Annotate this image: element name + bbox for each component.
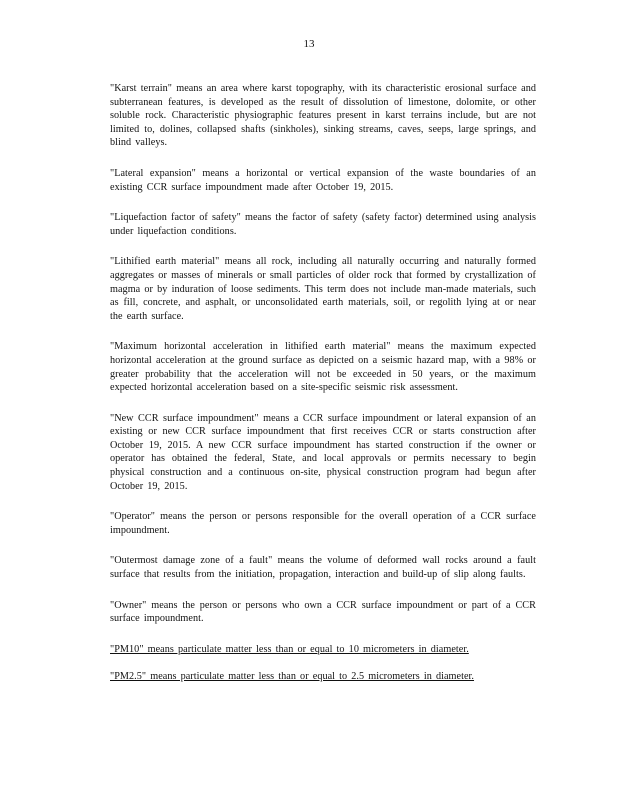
- definition-maximum-horizontal-acceleration: "Maximum horizontal acceleration in lithified earth material" means the maximum expected horizontal acceleration at the ground surface as depicted on a seismic hazard map, with a 98% or greater probability that the acceleration will not be exceeded in 50 years, or the maximum expected horizontal acceleration based on a site-specific seismic risk assessment.: [110, 341, 536, 394]
- definition-lithified-earth-material: "Lithified earth material" means all rock, including all naturally occurring and naturally formed aggregates or masses of minerals or small particles of older rock that formed by crystallization of magma or by induration of loose sediments. This term does not include man-made materials, such as fill, concrete, and asphalt, or unconsolidated earth materials, soil, or regolith lying at or near the earth surface.: [110, 256, 536, 322]
- definition-owner: "Owner" means the person or persons who own a CCR surface impoundment or part of a CCR surface impoundment.: [110, 599, 536, 625]
- definition-operator: "Operator" means the person or persons responsible for the overall operation of a CCR surface impoundment.: [110, 511, 536, 536]
- definition-liquefaction-factor-of-safety: "Liquefaction factor of safety" means the factor of safety (safety factor) determined using analysis under liquefaction conditions.: [110, 212, 536, 237]
- page-number: 13: [303, 38, 315, 50]
- definition-pm2-5: "PM2.5" means particulate matter less than or equal to 2.5 micrometers in diameter.: [110, 671, 475, 683]
- definition-pm10: "PM10" means particulate matter less than or equal to 10 micrometers in diameter.: [110, 643, 469, 655]
- definition-karst-terrain: "Karst terrain" means an area where karst topography, with its characteristic erosional surface and subterranean features, is developed as the result of dissolution of limestone, dolomite, or other soluble rock. Characteristic physiographic features present in karst terrains include, but are not limited to, dolines, collapsed shafts (sinkholes), sinking streams, caves, seeps, large springs, and blind valleys.: [110, 83, 536, 149]
- definition-new-ccr-surface-impoundment: "New CCR surface impoundment" means a CCR surface impoundment or lateral expansion of an existing or new CCR surface impoundment that first receives CCR or starts construction after October 19, 2015. A new CCR surface impoundment has started construction if the owner or operator has obtained the federal, State, and local approvals or permits necessary to begin physical construction and a continuous on-site, physical construction program had begun after October 19, 2015.: [110, 412, 536, 492]
- definitions-body: [110, 82, 536, 698]
- definition-outermost-damage-zone: "Outermost damage zone of a fault" means the volume of deformed wall rocks around a fault surface that results from the initiation, propagation, interaction and build-up of slip along faults.: [110, 555, 536, 581]
- definition-lateral-expansion: "Lateral expansion" means a horizontal or vertical expansion of the waste boundaries of an existing CCR surface impoundment made after October 19, 2015.: [110, 167, 536, 193]
